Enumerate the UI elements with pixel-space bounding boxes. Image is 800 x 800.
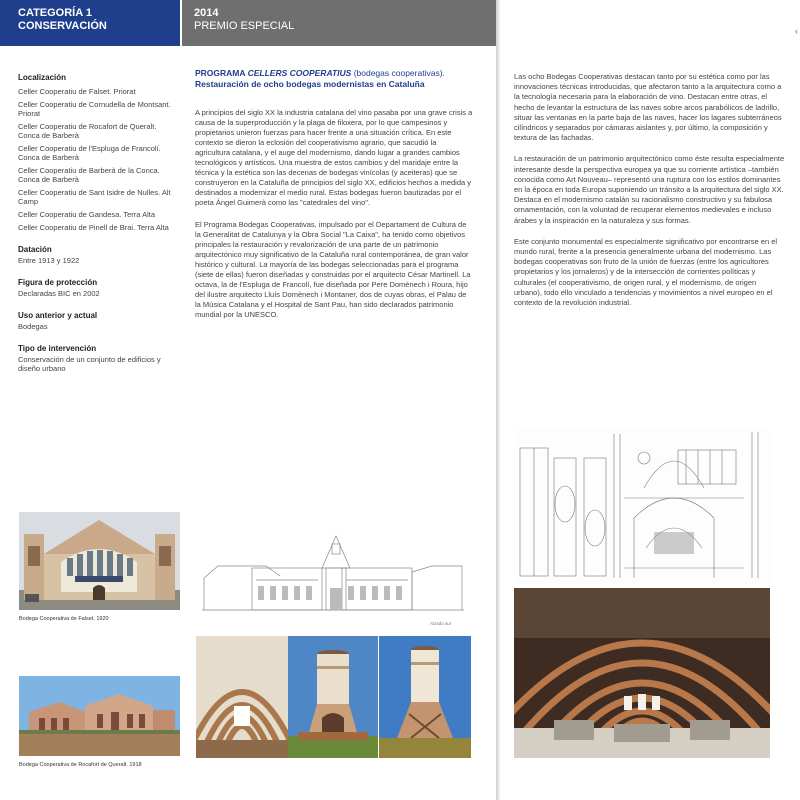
dating-heading: Datación bbox=[18, 245, 52, 254]
interior-arches-photo bbox=[196, 636, 288, 758]
body-paragraph: El Programa Bodegas Cooperativas, impulsado por el Departament de Cultura de la Generalitat de Catalunya y la Obra Social "La Caixa", ha tenido como objetivos principales la restauración y revalorización de una parte de un patrimonio arquitectónico muy significativo de la Cataluña rural contemporánea, de gran valor histórico y cultural. La mayoría de las bodegas seleccionadas para el programa (siete de ellas) fueron diseñadas y construidas por el arquitecto César Martinell. La octava, la de l'Espluga de Francolí, fue diseñada por Pere Domènech i Roura, hijo del ilustre arquitecto Lluís Domènech i Montaner, dos de cuyas obras, el Palau de la Música Catalana y el Hospital de Sant Pau, han sido declarados patrimonio mundial por la UNESCO. bbox=[195, 220, 471, 319]
award-name: PREMIO ESPECIAL bbox=[194, 20, 295, 32]
construction-drawings bbox=[514, 428, 770, 584]
location-item: Celler Cooperatiu de Cornudella de Montsant. Priorat bbox=[18, 100, 171, 118]
use-value: Bodegas bbox=[18, 322, 48, 331]
category-label: CATEGORÍA 1 bbox=[18, 7, 92, 19]
nave-interior-photo bbox=[514, 588, 770, 758]
location-item: Celler Cooperatiu de l'Espluga de Francolí. Conca de Barberà bbox=[18, 144, 161, 162]
elevation-caption: Alzado sur bbox=[430, 621, 452, 626]
program-title bbox=[195, 68, 473, 79]
location-item: Celler Cooperatiu de Pinell de Brai. Terra Alta bbox=[18, 223, 169, 232]
program-subtitle: Restauración de ocho bodegas modernistas en Cataluña bbox=[195, 79, 425, 89]
location-item: Celler Cooperatiu de Rocafort de Queralt. Conca de Barberà bbox=[18, 122, 157, 140]
project-sidebar bbox=[18, 66, 178, 373]
program-title-name: CELLERS COOPERATIUS bbox=[247, 68, 352, 78]
tank-tower-photo bbox=[288, 636, 378, 758]
program-title-suffix: (bodegas cooperativas). bbox=[351, 68, 445, 78]
location-item: Celler Cooperatiu de Falset. Priorat bbox=[18, 87, 136, 96]
location-item: Celler Cooperatiu de Sant Isidre de Nulles. Alt Camp bbox=[18, 188, 171, 206]
year-header bbox=[182, 0, 496, 46]
body-paragraph: A principios del siglo XX la industria catalana del vino pasaba por una grave crisis a causa de la superproducción y la plaga de filoxera, por lo que campesinos y propietarios unieron fuerzas para hacer frente a una situación crítica. En este contexto se dieron la eclosión del cooperativismo agrario, que sacudió la agricultura catalana, y el auge del modernismo, dando lugar a grandes cambios tecnológicos y artísticos. Una muestra de estos cambios y del maridaje entre la técnica y la estética son las decenas de bodegas vinícolas (y aceiteras) que se construyeron en la Cataluña de principios del siglo XX, edificios hechos a medida y destinados a modernizar el medio rural. Estas bodegas fueron bautizadas por el poeta Àngel Guimerà como las "catedrales del vino". bbox=[195, 108, 473, 207]
rocafort-caption: Bodega Cooperativa de Rocafort de Queralt. 1918 bbox=[19, 762, 142, 768]
page-edge-marker: ‹ bbox=[795, 26, 798, 36]
falset-facade-photo bbox=[19, 512, 180, 610]
falset-caption: Bodega Cooperativa de Falset. 1920 bbox=[19, 616, 109, 622]
protection-heading: Figura de protección bbox=[18, 278, 98, 287]
use-heading: Uso anterior y actual bbox=[18, 311, 98, 320]
body-paragraph: Las ocho Bodegas Cooperativas destacan tanto por su estética como por las innovaciones técnicas introducidas, que afectaron tanto a la arquitectura como a la tecnología necesaria para la elaboración de vino. Destacan entre otras, el hecho de levantar la estructura de las naves sobre arcos parabólicos de ladrillo, situar las ventanas en la parte baja de las naves, hacer los lagares subterráneos cilíndricos y separados por cámaras aislantes y, por último, la composición y textura de las fachadas. bbox=[514, 72, 782, 143]
location-item: Celler Cooperatiu de Barberà de la Conca. Conca de Barberà bbox=[18, 166, 160, 184]
program-title-prefix: PROGRAMA bbox=[195, 68, 248, 78]
right-text-column bbox=[514, 72, 786, 319]
protection-value: Declaradas BIC en 2002 bbox=[18, 289, 100, 298]
category-name: CONSERVACIÓN bbox=[18, 20, 107, 32]
category-header bbox=[0, 0, 180, 46]
main-text-column bbox=[195, 68, 473, 320]
rocafort-photo bbox=[19, 676, 180, 756]
award-year: 2014 bbox=[194, 7, 219, 19]
elevation-drawing bbox=[196, 528, 468, 620]
body-paragraph: Este conjunto monumental es especialmente significativo por encontrarse en el mundo rural, frente a la presencia generalmente urbana del modernismo. Las bodegas cooperativas son fruto de la unión de fuerzas (entre los agricultores propietarios y los jornaleros) y de la intersección de corrientes políticas y culturales (el cooperativismo, de origen rural, y el modernismo, de origen urbano), todo ello vinculado a tendencias y movimientos a nivel europeo en el contexto de la revolución industrial. bbox=[514, 236, 778, 308]
intervention-heading: Tipo de intervención bbox=[18, 344, 97, 353]
dating-value: Entre 1913 y 1922 bbox=[18, 256, 80, 265]
tank-tower-photo bbox=[379, 636, 471, 758]
right-page bbox=[500, 0, 800, 800]
location-item: Celler Cooperatiu de Gandesa. Terra Alta bbox=[18, 210, 156, 219]
body-paragraph: La restauración de un patrimonio arquitectónico como éste resulta especialmente interesante desde la perspectiva europea ya que su corriente artística –también conocida como Art Nouveau– representó una ruptura con los estilos dominantes en la época en toda Europa suponiendo un tránsito a la arquitectura del siglo XX. Destaca en el modernismo catalán su racionalismo constructivo y su fabulosa ornamentación, con la voluntad de recuperar elementos medievales e incluso árabes y la inspiración en la naturaleza y sus formas. bbox=[514, 154, 785, 225]
intervention-value: Conservación de un conjunto de edificios y diseño urbano bbox=[18, 355, 161, 373]
location-heading: Localización bbox=[18, 73, 67, 82]
